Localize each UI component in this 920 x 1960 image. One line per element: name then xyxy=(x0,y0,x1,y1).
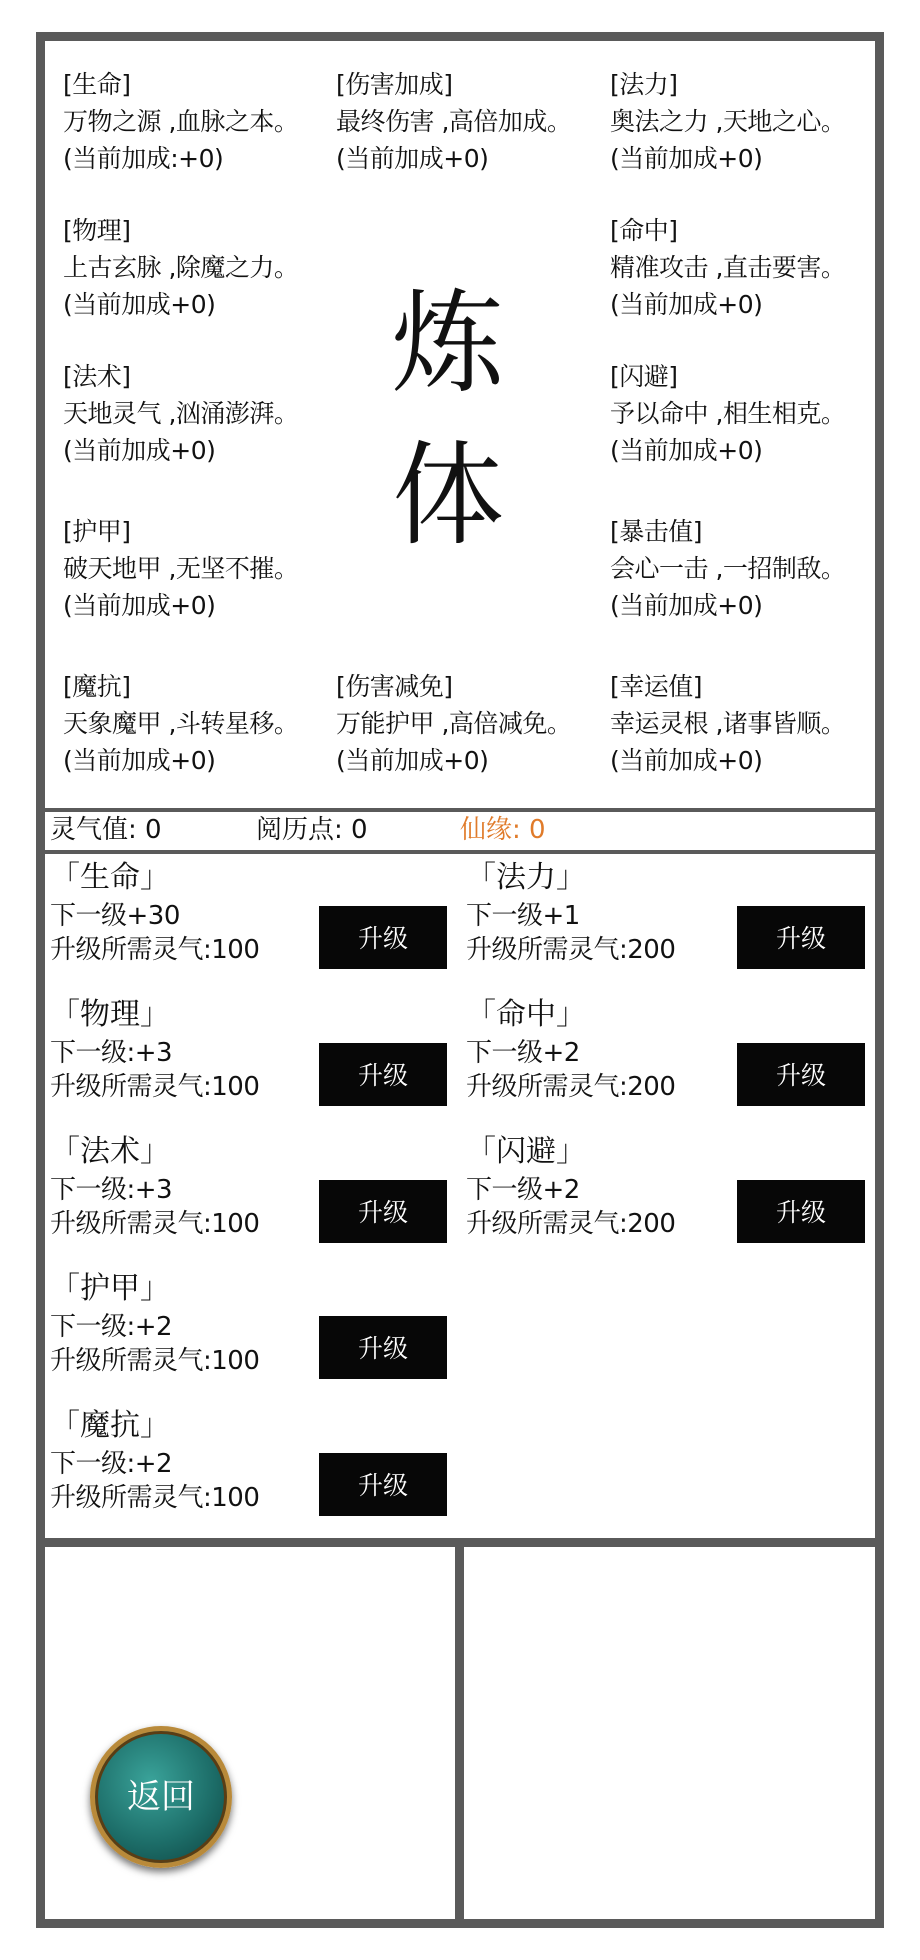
stat-luck xyxy=(610,668,845,779)
stat-desc: 天象魔甲 ,斗转星移。 xyxy=(63,709,299,738)
back-button[interactable]: 返回 xyxy=(90,1726,232,1868)
stat-name: [命中] xyxy=(610,216,678,245)
upgrade-name: 「闪避」 xyxy=(466,1134,586,1169)
stat-armor xyxy=(63,513,298,624)
stat-damage-bonus xyxy=(336,66,571,177)
upgrade-cost: 升级所需灵气:200 xyxy=(466,935,676,965)
stat-desc: 予以命中 ,相生相克。 xyxy=(610,399,846,428)
upgrade-life xyxy=(50,857,290,967)
stat-magic-resist xyxy=(63,668,298,779)
upgrade-name: 「法术」 xyxy=(50,1134,170,1169)
stat-bonus: (当前加成+0) xyxy=(610,436,763,465)
stat-desc: 上古玄脉 ,除魔之力。 xyxy=(63,253,299,282)
upgrade-magic-resist xyxy=(50,1405,290,1515)
title-char: 体 xyxy=(392,431,504,561)
upgrade-name: 「魔抗」 xyxy=(50,1408,170,1443)
divider-bottom-panels xyxy=(455,1540,464,1922)
stat-name: [生命] xyxy=(63,70,131,99)
upgrade-next: 下一级:+3 xyxy=(50,1175,173,1205)
stat-bonus: (当前加成+0) xyxy=(63,591,216,620)
stat-spell xyxy=(63,358,298,469)
upgrade-cost: 升级所需灵气:100 xyxy=(50,1072,260,1102)
stat-bonus: (当前加成+0) xyxy=(63,436,216,465)
stat-desc: 万能护甲 ,高倍减免。 xyxy=(336,709,572,738)
yueli-value: 阅历点: 0 xyxy=(256,815,368,845)
upgrade-name: 「生命」 xyxy=(50,860,170,895)
upgrade-next: 下一级:+3 xyxy=(50,1038,173,1068)
page-title xyxy=(388,268,508,572)
upgrade-armor-button[interactable]: 升级 xyxy=(319,1316,447,1379)
stat-mana xyxy=(610,66,845,177)
upgrade-cost: 升级所需灵气:200 xyxy=(466,1072,676,1102)
upgrade-life-button[interactable]: 升级 xyxy=(319,906,447,969)
upgrade-armor xyxy=(50,1268,290,1378)
title-char: 炼 xyxy=(392,279,504,409)
upgrade-cost: 升级所需灵气:100 xyxy=(50,1346,260,1376)
stat-bonus: (当前加成+0) xyxy=(336,144,489,173)
stat-bonus: (当前加成+0) xyxy=(610,144,763,173)
stat-desc: 最终伤害 ,高倍加成。 xyxy=(336,107,572,136)
stat-name: [法力] xyxy=(610,70,678,99)
upgrade-dodge-button[interactable]: 升级 xyxy=(737,1180,865,1243)
stat-bonus: (当前加成:+0) xyxy=(63,144,224,173)
upgrade-next: 下一级:+2 xyxy=(50,1449,173,1479)
bottom-left-panel xyxy=(45,1547,455,1919)
stat-name: [法术] xyxy=(63,362,131,391)
upgrade-cost: 升级所需灵气:100 xyxy=(50,1209,260,1239)
upgrade-next: 下一级+2 xyxy=(466,1038,580,1068)
upgrade-spell xyxy=(50,1131,290,1241)
upgrade-physical xyxy=(50,994,290,1104)
bottom-right-panel xyxy=(464,1547,875,1919)
upgrade-name: 「命中」 xyxy=(466,997,586,1032)
upgrade-magic-resist-button[interactable]: 升级 xyxy=(319,1453,447,1516)
upgrade-accuracy xyxy=(466,994,706,1104)
stat-name: [暴击值] xyxy=(610,517,703,546)
stat-name: [魔抗] xyxy=(63,672,131,701)
upgrade-next: 下一级+2 xyxy=(466,1175,580,1205)
upgrade-next: 下一级+1 xyxy=(466,901,580,931)
stat-damage-reduction xyxy=(336,668,571,779)
stat-physical xyxy=(63,212,298,323)
stat-desc: 奥法之力 ,天地之心。 xyxy=(610,107,846,136)
upgrade-next: 下一级:+2 xyxy=(50,1312,173,1342)
upgrade-next: 下一级+30 xyxy=(50,901,180,931)
stat-desc: 会心一击 ,一招制敌。 xyxy=(610,554,846,583)
upgrade-accuracy-button[interactable]: 升级 xyxy=(737,1043,865,1106)
xianyuan-value: 仙缘: 0 xyxy=(460,815,546,845)
stat-desc: 幸运灵根 ,诸事皆顺。 xyxy=(610,709,846,738)
stat-dodge xyxy=(610,358,845,469)
stat-bonus: (当前加成+0) xyxy=(610,746,763,775)
stat-bonus: (当前加成+0) xyxy=(336,746,489,775)
upgrade-cost: 升级所需灵气:100 xyxy=(50,935,260,965)
upgrade-spell-button[interactable]: 升级 xyxy=(319,1180,447,1243)
stat-bonus: (当前加成+0) xyxy=(610,591,763,620)
upgrade-cost: 升级所需灵气:100 xyxy=(50,1483,260,1513)
upgrade-mana-button[interactable]: 升级 xyxy=(737,906,865,969)
stat-name: [伤害减免] xyxy=(336,672,453,701)
stat-name: [物理] xyxy=(63,216,131,245)
stat-name: [闪避] xyxy=(610,362,678,391)
lingqi-value: 灵气值: 0 xyxy=(50,815,162,845)
stat-desc: 天地灵气 ,汹涌澎湃。 xyxy=(63,399,299,428)
upgrade-dodge xyxy=(466,1131,706,1241)
stat-crit xyxy=(610,513,845,624)
stat-desc: 精准攻击 ,直击要害。 xyxy=(610,253,846,282)
upgrade-name: 「法力」 xyxy=(466,860,586,895)
stat-bonus: (当前加成+0) xyxy=(63,746,216,775)
upgrade-name: 「护甲」 xyxy=(50,1271,170,1306)
upgrade-mana xyxy=(466,857,706,967)
upgrade-name: 「物理」 xyxy=(50,997,170,1032)
stat-bonus: (当前加成+0) xyxy=(63,290,216,319)
stat-name: [护甲] xyxy=(63,517,131,546)
stat-desc: 破天地甲 ,无坚不摧。 xyxy=(63,554,299,583)
divider-resources-upgrades xyxy=(45,850,875,854)
stat-bonus: (当前加成+0) xyxy=(610,290,763,319)
upgrade-cost: 升级所需灵气:200 xyxy=(466,1209,676,1239)
upgrade-physical-button[interactable]: 升级 xyxy=(319,1043,447,1106)
stat-name: [伤害加成] xyxy=(336,70,453,99)
stat-name: [幸运值] xyxy=(610,672,703,701)
stat-life xyxy=(63,66,298,177)
stat-accuracy xyxy=(610,212,845,323)
stat-desc: 万物之源 ,血脉之本。 xyxy=(63,107,299,136)
